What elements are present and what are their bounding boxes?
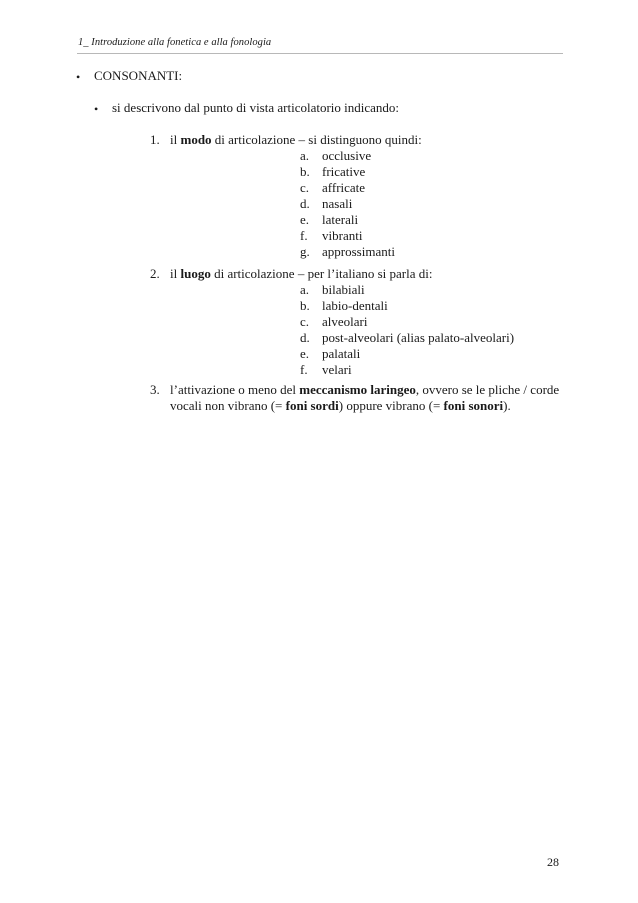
list-item	[300, 196, 395, 212]
point3-line2	[170, 398, 511, 414]
item-letter: f.	[300, 228, 308, 243]
section-title: CONSONANTI:	[94, 68, 183, 83]
item-letter: a.	[300, 282, 310, 297]
item-text: approssimanti	[322, 244, 395, 259]
item-text: occlusive	[322, 148, 372, 163]
item-text: alveolari	[322, 314, 368, 329]
item-text: nasali	[322, 196, 353, 211]
point-text: l’attivazione o meno del	[170, 382, 300, 397]
point-number: 1.	[150, 132, 160, 147]
list-item	[300, 180, 395, 196]
item-letter: f.	[300, 362, 308, 377]
item-text: palatali	[322, 346, 361, 361]
item-letter: g.	[300, 244, 310, 259]
section-bullet: •	[76, 70, 81, 84]
running-header: 1_ Introduzione alla fonetica e alla fonologia	[78, 37, 272, 48]
item-text: laterali	[322, 212, 359, 227]
intro-bullet: •	[94, 102, 99, 116]
item-text: bilabiali	[322, 282, 365, 297]
point-keyword: foni sonori	[443, 398, 504, 413]
point-text: di articolazione – per l’italiano si parla di:	[210, 266, 433, 281]
item-letter: d.	[300, 330, 310, 345]
item-letter: a.	[300, 148, 310, 163]
point-number: 3.	[150, 382, 160, 397]
item-text: fricative	[322, 164, 366, 179]
header-rule	[77, 53, 563, 54]
point-keyword: meccanismo laringeo	[299, 382, 416, 397]
manner-list	[300, 148, 395, 260]
point-heading	[170, 266, 432, 282]
list-item	[300, 212, 395, 228]
item-letter: e.	[300, 346, 310, 361]
place-list	[300, 282, 514, 378]
item-letter: b.	[300, 298, 310, 313]
list-item	[300, 244, 395, 260]
point-keyword: luogo	[180, 266, 211, 281]
list-item	[300, 298, 514, 314]
item-letter: e.	[300, 212, 310, 227]
point-text: il	[170, 266, 181, 281]
item-text: post-alveolari (alias palato-alveolari)	[322, 330, 515, 345]
point-text: ) oppure vibrano (=	[338, 398, 444, 413]
point-keyword: foni sordi	[285, 398, 339, 413]
item-text: vibranti	[322, 228, 363, 243]
item-letter: d.	[300, 196, 310, 211]
item-text: velari	[322, 362, 352, 377]
point-heading	[170, 132, 422, 148]
item-letter: b.	[300, 164, 310, 179]
point-text: il	[170, 132, 181, 147]
page-number: 28	[547, 855, 559, 869]
point-text: vocali non vibrano (=	[170, 398, 286, 413]
list-item	[300, 282, 514, 298]
item-letter: c.	[300, 180, 310, 195]
list-item	[300, 148, 395, 164]
point-text: , ovvero se le pliche / corde	[415, 382, 560, 397]
list-item	[300, 164, 395, 180]
point-number: 2.	[150, 266, 160, 281]
list-item	[300, 330, 514, 346]
list-item	[300, 314, 514, 330]
intro-text: si descrivono dal punto di vista articolatorio indicando:	[112, 100, 400, 115]
point-text: di articolazione – si distinguono quindi:	[211, 132, 422, 147]
list-item	[300, 228, 395, 244]
item-letter: c.	[300, 314, 310, 329]
list-item	[300, 346, 514, 362]
point3-line1	[170, 382, 559, 398]
list-item	[300, 362, 514, 378]
point-text: ).	[503, 398, 511, 413]
item-text: affricate	[322, 180, 366, 195]
item-text: labio-dentali	[322, 298, 388, 313]
point-keyword: modo	[180, 132, 212, 147]
